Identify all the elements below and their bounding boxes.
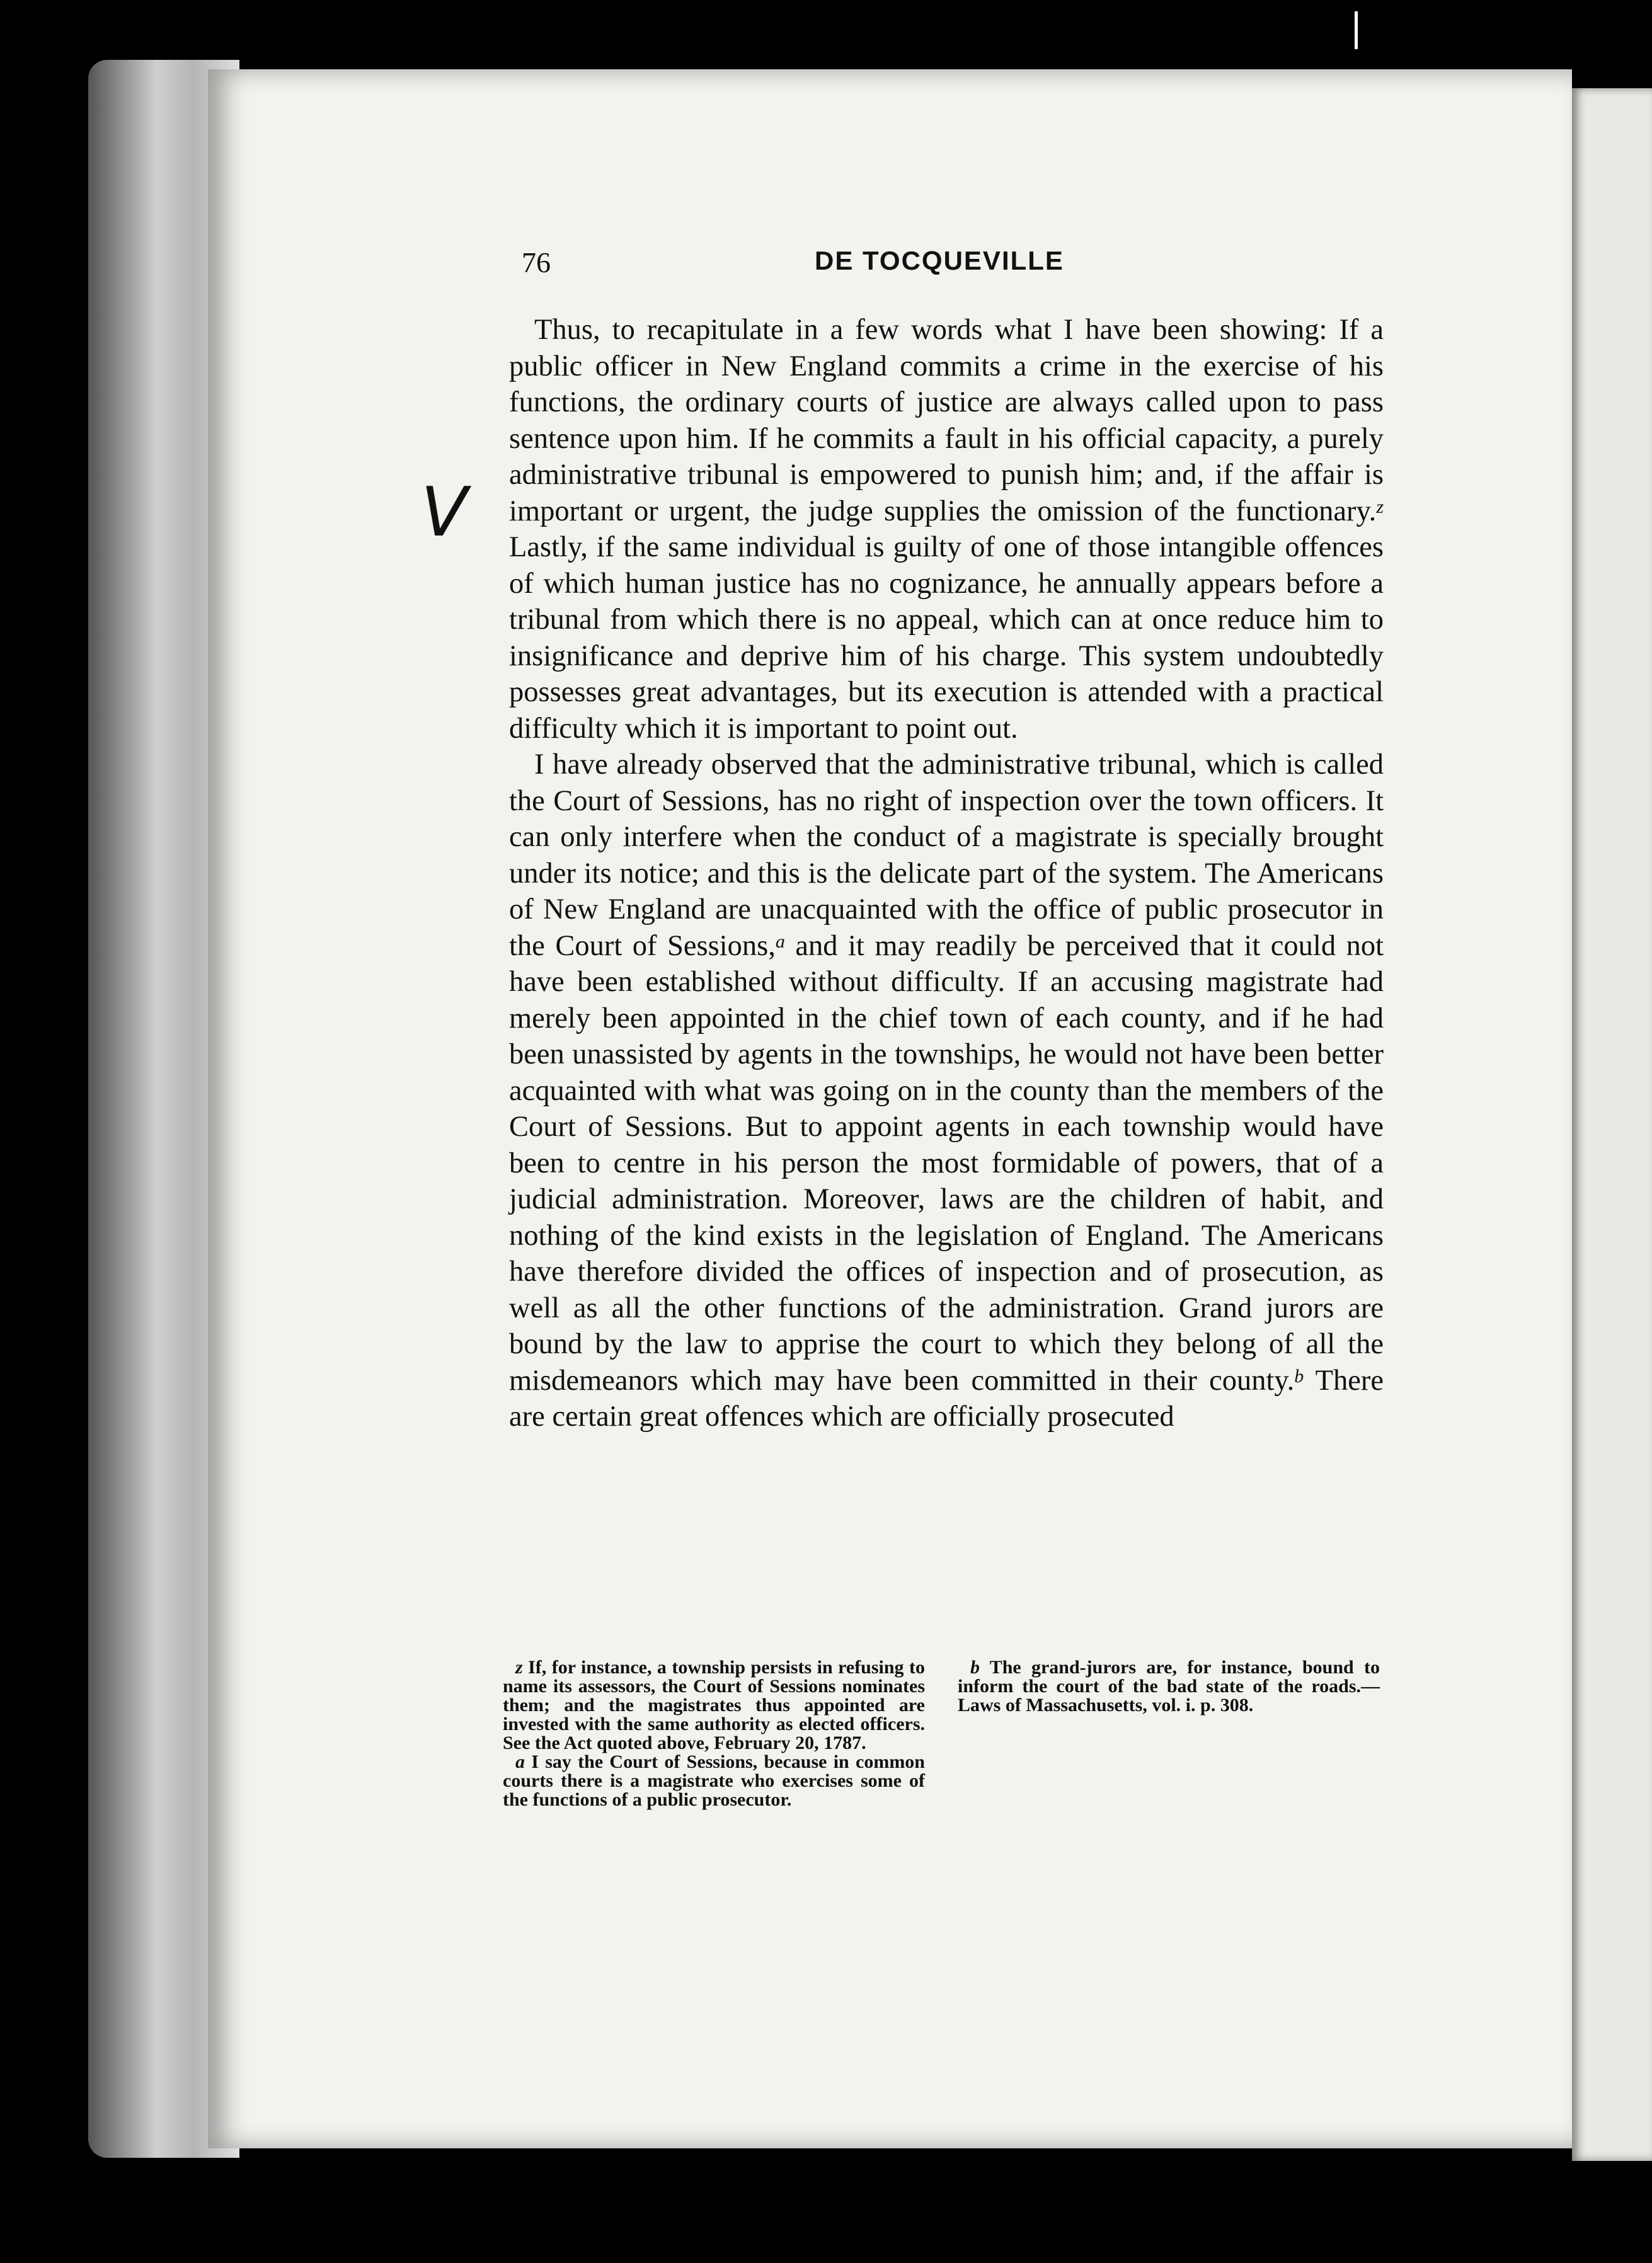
running-head xyxy=(522,246,1379,296)
paragraph-1-text-b: Lastly, if the same individual is guilty of one of those intangible offences of which human justice has no cognizance, he annually appears before a tribunal from which there is no appeal, which can at once reduce him to insignificance and deprive him of his charge. This system undoubtedly possesses great advantages, but its execution is attended with a practical difficulty which it is important to point out. xyxy=(509,531,1384,745)
paragraph-2 xyxy=(509,747,1384,1435)
page-number: 76 xyxy=(522,246,551,278)
footnote-ref-b: b xyxy=(1294,1365,1304,1387)
paragraph-2-text-b: and it may readily be perceived that it could not have been established without difficulty. If an accusing magistrate had merely been appointed in the chief town of each county, and if he had been unassisted by agents in the townships, he would not have been better acquainted with what was going on in the county than the members of the Court of Sessions. But to appoint agents in each township would have been to centre in his person the most formidable of powers, that of a judicial administration. Moreover, laws are the children of habit, and nothing of the kind exists in the legislation of England. The Americans have therefore divided the offices of inspection and of prosecution, as well as all the other functions of the administration. Grand jurors are bound by the law to apprise the court to which they belong of all the misdemeanors which may have been committed in their county. xyxy=(509,929,1384,1397)
footnote-a xyxy=(503,1753,925,1809)
footnote-ref-a: a xyxy=(775,931,785,952)
footnotes-left-column xyxy=(503,1658,925,1809)
paragraph-2-text-c: There are certain great offences which are officially prosecuted xyxy=(509,1364,1384,1433)
paragraph-1 xyxy=(509,312,1384,747)
footnote-a-mark: a xyxy=(515,1751,525,1772)
footnote-b-mark: b xyxy=(970,1657,980,1678)
body-text xyxy=(509,312,1384,1435)
footnote-a-text: I say the Court of Sessions, because in common courts there is a magistrate who exercises some of the functions of a public prosecutor. xyxy=(503,1751,925,1810)
footnote-z-mark: z xyxy=(515,1657,523,1678)
facing-page-edge xyxy=(1572,88,1652,2161)
footnotes-right-column xyxy=(958,1658,1380,1715)
footnotes xyxy=(503,1658,1384,1828)
margin-annotation: V xyxy=(421,473,467,552)
footnote-ref-z: z xyxy=(1376,496,1384,517)
paragraph-2-text-a: I have already observed that the administrative tribunal, which is called the Court of Sessions, has no right of inspection over the town officers. It can only interfere when the conduct of a magistrate is specially brought under its notice; and this is the delicate part of the system. The Americans of New England are unacquainted with the office of public prosecutor in the Court of Sessions, xyxy=(509,748,1384,962)
footnote-z xyxy=(503,1658,925,1753)
footnote-b xyxy=(958,1658,1380,1715)
paragraph-1-text-a: Thus, to recapitulate in a few words what I have been showing: If a public officer in New England commits a crime in the exercise of his functions, the ordinary courts of justice are always called upon to pass sentence upon him. If he commits a fault in his official capacity, a purely administrative tribunal is empowered to punish him; and, if the affair is important or urgent, the judge supplies the omission of the functionary. xyxy=(509,314,1384,527)
footnote-b-text: The grand-jurors are, for instance, bound to inform the court of the bad state of the roads.—Laws of Massachusetts, vol. i. p. 308. xyxy=(958,1657,1380,1716)
scan-mark xyxy=(1355,11,1358,49)
footnote-z-text: If, for instance, a township persists in refusing to name its assessors, the Court of Sessions nominates them; and the magistrates thus appointed are invested with the same authority as elected officers. See the Act quoted above, February 20, 1787. xyxy=(503,1657,925,1753)
running-title: DE TOCQUEVILLE xyxy=(815,246,1064,275)
